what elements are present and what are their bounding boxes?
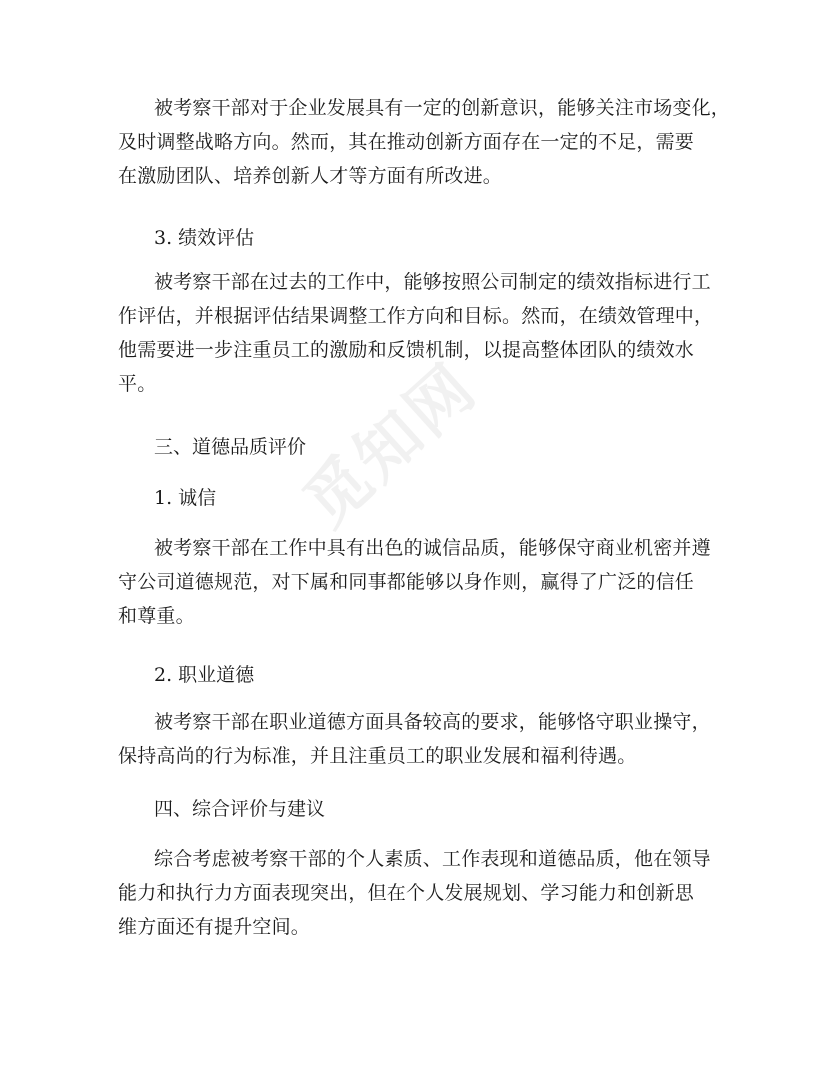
heading-overall-evaluation: 四、综合评价与建议 [154,798,326,820]
paragraph-line: 综合考虑被考察干部的个人素质、工作表现和道德品质，他在领导 [154,848,711,870]
paragraph-line: 维方面还有提升空间。 [118,916,311,938]
paragraph-line: 能力和执行力方面表现突出，但在个人发展规划、学习能力和创新思 [118,882,695,904]
paragraph-line: 和尊重。 [118,605,195,627]
watermark-text: 觅知网 [290,349,492,542]
paragraph-line: 平。 [118,373,157,395]
ethics-paragraph [118,705,718,773]
heading-professional-ethics: 2. 职业道德 [154,664,255,686]
heading-performance-evaluation: 3. 绩效评估 [154,227,255,249]
paragraph-line: 在激励团队、培养创新人才等方面有所改进。 [118,165,503,187]
innovation-paragraph [118,91,731,193]
paragraph-line: 他需要进一步注重员工的激励和反馈机制，以提高整体团队的绩效水 [118,339,695,361]
paragraph-line: 被考察干部对于企业发展具有一定的创新意识，能够关注市场变化， [154,97,731,119]
integrity-paragraph [118,531,718,633]
paragraph-line: 保持高尚的行为标准，并且注重员工的职业发展和福利待遇。 [118,745,637,767]
heading-moral-quality: 三、道德品质评价 [154,436,307,458]
paragraph-line: 被考察干部在工作中具有出色的诚信品质，能够保守商业机密并遵 [154,537,711,559]
performance-paragraph [118,265,718,401]
paragraph-line: 守公司道德规范，对下属和同事都能够以身作则，赢得了广泛的信任 [118,571,695,593]
paragraph-line: 及时调整战略方向。然而，其在推动创新方面存在一定的不足，需要 [118,131,695,153]
paragraph-line: 被考察干部在过去的工作中，能够按照公司制定的绩效指标进行工 [154,271,711,293]
paragraph-line: 作评估，并根据评估结果调整工作方向和目标。然而，在绩效管理中， [118,305,714,327]
heading-integrity: 1. 诚信 [154,487,217,509]
summary-paragraph [118,842,718,944]
paragraph-line: 被考察干部在职业道德方面具备较高的要求，能够恪守职业操守， [154,711,711,733]
